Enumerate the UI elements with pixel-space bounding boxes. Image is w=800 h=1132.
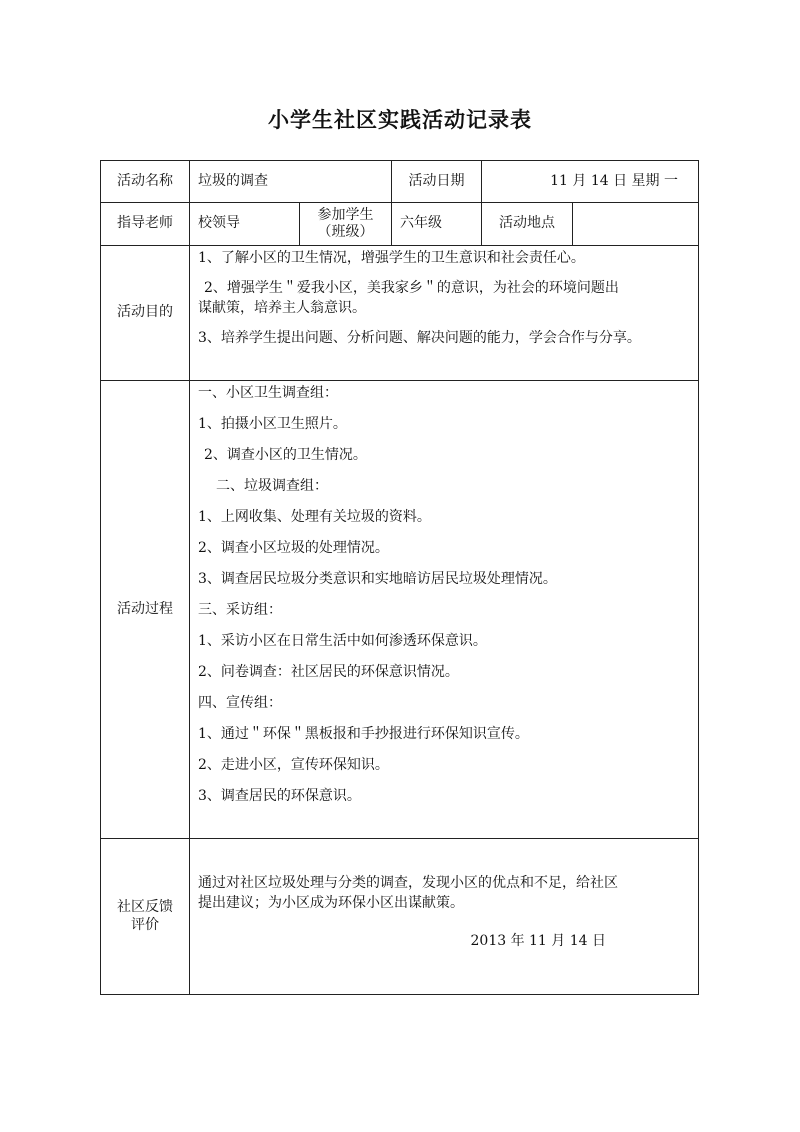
activity-date-label: 活动日期 — [392, 161, 482, 203]
process-line: 三、采访组： — [198, 602, 282, 618]
process-line: 3、调查居民的环保意识。 — [198, 788, 361, 804]
feedback-line: 提出建议；为小区成为环保小区出谋献策。 — [198, 895, 464, 911]
location-label: 活动地点 — [482, 203, 573, 246]
table-row — [101, 161, 699, 203]
students-value: 六年级 — [392, 203, 482, 246]
process-line: 1、通过＂环保＂黑板报和手抄报进行环保知识宣传。 — [198, 726, 529, 742]
process-line: 3、调查居民垃圾分类意识和实地暗访居民垃圾处理情况。 — [198, 571, 557, 587]
goals-label: 活动目的 — [101, 246, 190, 381]
process-label: 活动过程 — [101, 381, 190, 839]
students-label — [300, 203, 392, 246]
process-line: 1、拍摄小区卫生照片。 — [198, 416, 347, 432]
feedback-label-line2: 评价 — [131, 916, 159, 933]
signature-date: 2013 年 11 月 14 日 — [470, 933, 607, 949]
teacher-label: 指导老师 — [101, 203, 190, 246]
students-label-line1: 参加学生 — [317, 206, 374, 223]
process-content — [190, 381, 699, 839]
process-line: 四、宣传组： — [198, 695, 282, 711]
teacher-value: 校领导 — [190, 203, 300, 246]
goals-content — [190, 246, 699, 381]
feedback-label-line1: 社区反馈 — [117, 899, 173, 915]
process-line: 1、上网收集、处理有关垃圾的资料。 — [198, 509, 431, 525]
page-title: 小学生社区实践活动记录表 — [268, 108, 532, 132]
process-line: 1、采访小区在日常生活中如何渗透环保意识。 — [198, 633, 487, 649]
process-line: 2、走进小区，宣传环保知识。 — [198, 757, 389, 773]
students-label-line2: （班级） — [317, 224, 374, 240]
feedback-line: 通过对社区垃圾处理与分类的调查，发现小区的优点和不足，给社区 — [198, 875, 618, 891]
process-line: 二、垃圾调查组： — [216, 478, 328, 494]
table-row — [101, 839, 699, 995]
table-row — [101, 203, 699, 246]
feedback-label — [101, 839, 190, 995]
activity-name-label: 活动名称 — [101, 161, 190, 203]
goal-line: 2、增强学生＂爱我小区，美我家乡＂的意识，为社会的环境问题出 — [204, 280, 619, 296]
process-line: 一、小区卫生调查组： — [198, 385, 338, 401]
activity-date-value: 11 月 14 日 星期 一 — [482, 161, 699, 203]
goal-line: 谋献策，培养主人翁意识。 — [198, 300, 366, 316]
table-row — [101, 381, 699, 839]
goal-line: 3、培养学生提出问题、分析问题、解决问题的能力，学会合作与分享。 — [198, 330, 641, 346]
activity-name-value: 垃圾的调查 — [190, 161, 392, 203]
process-line: 2、调查小区垃圾的处理情况。 — [198, 540, 389, 556]
process-line: 2、调查小区的卫生情况。 — [204, 447, 367, 463]
goal-line: 1、了解小区的卫生情况，增强学生的卫生意识和社会责任心。 — [198, 250, 585, 266]
feedback-content — [190, 839, 699, 995]
table-row — [101, 246, 699, 381]
process-line: 2、问卷调查：社区居民的环保意识情况。 — [198, 664, 459, 680]
location-value — [573, 203, 699, 246]
record-table — [100, 160, 699, 995]
